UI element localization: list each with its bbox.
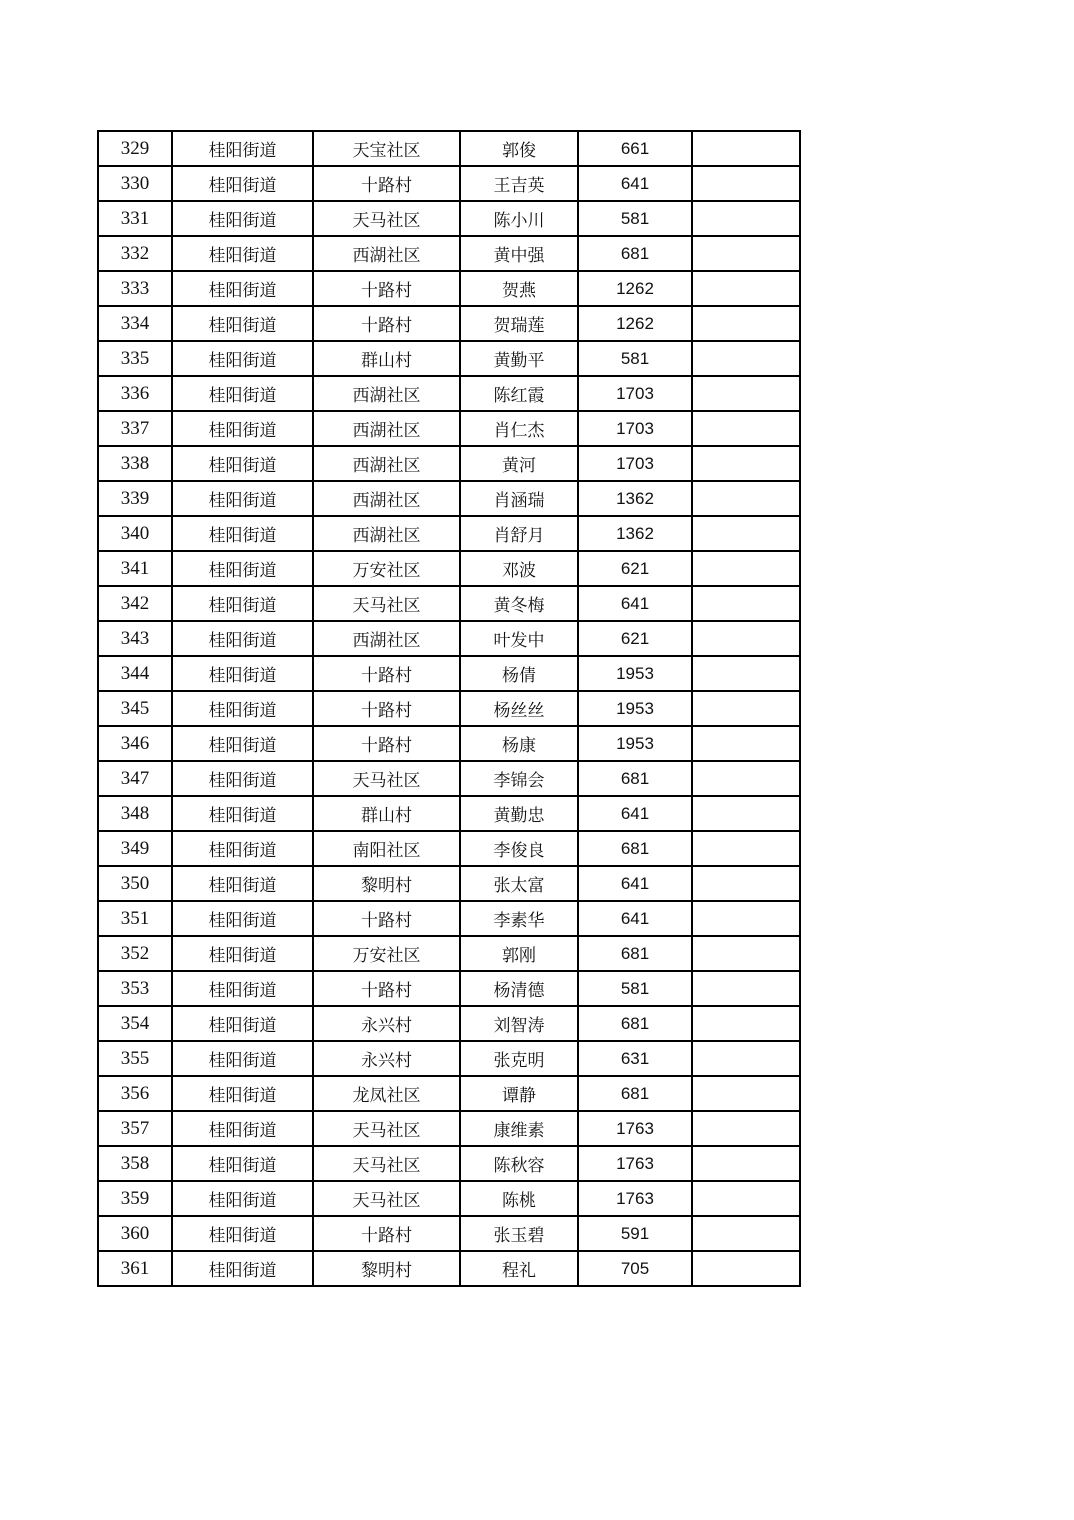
cell-street: 桂阳街道 xyxy=(172,131,313,166)
cell-serial-number: 352 xyxy=(98,936,172,971)
cell-community: 西湖社区 xyxy=(313,236,460,271)
table-row xyxy=(98,1111,800,1146)
cell-amount: 1703 xyxy=(578,446,692,481)
cell-community: 天马社区 xyxy=(313,1111,460,1146)
cell-serial-number: 334 xyxy=(98,306,172,341)
cell-amount: 681 xyxy=(578,236,692,271)
cell-serial-number: 343 xyxy=(98,621,172,656)
table-row xyxy=(98,691,800,726)
cell-community: 万安社区 xyxy=(313,936,460,971)
cell-person-name: 陈小川 xyxy=(460,201,578,236)
cell-serial-number: 355 xyxy=(98,1041,172,1076)
cell-person-name: 张太富 xyxy=(460,866,578,901)
cell-street: 桂阳街道 xyxy=(172,236,313,271)
cell-amount: 681 xyxy=(578,761,692,796)
table-row xyxy=(98,1006,800,1041)
cell-remark xyxy=(692,656,800,691)
cell-person-name: 李素华 xyxy=(460,901,578,936)
cell-serial-number: 336 xyxy=(98,376,172,411)
cell-amount: 681 xyxy=(578,1006,692,1041)
cell-person-name: 肖涵瑞 xyxy=(460,481,578,516)
table-row xyxy=(98,376,800,411)
cell-remark xyxy=(692,446,800,481)
cell-person-name: 黄勤忠 xyxy=(460,796,578,831)
cell-community: 西湖社区 xyxy=(313,516,460,551)
cell-community: 十路村 xyxy=(313,166,460,201)
cell-street: 桂阳街道 xyxy=(172,1251,313,1286)
cell-street: 桂阳街道 xyxy=(172,1076,313,1111)
cell-street: 桂阳街道 xyxy=(172,726,313,761)
table-row xyxy=(98,1251,800,1286)
cell-amount: 641 xyxy=(578,166,692,201)
cell-remark xyxy=(692,1076,800,1111)
cell-amount: 641 xyxy=(578,901,692,936)
cell-amount: 681 xyxy=(578,936,692,971)
table-row xyxy=(98,516,800,551)
cell-remark xyxy=(692,236,800,271)
cell-amount: 581 xyxy=(578,341,692,376)
cell-street: 桂阳街道 xyxy=(172,1181,313,1216)
table-row xyxy=(98,866,800,901)
cell-person-name: 杨康 xyxy=(460,726,578,761)
table-row xyxy=(98,1041,800,1076)
cell-serial-number: 346 xyxy=(98,726,172,761)
cell-amount: 1703 xyxy=(578,376,692,411)
cell-serial-number: 350 xyxy=(98,866,172,901)
cell-street: 桂阳街道 xyxy=(172,1216,313,1251)
table-row xyxy=(98,481,800,516)
cell-serial-number: 345 xyxy=(98,691,172,726)
cell-community: 天马社区 xyxy=(313,201,460,236)
cell-remark xyxy=(692,131,800,166)
cell-remark xyxy=(692,341,800,376)
cell-remark xyxy=(692,1216,800,1251)
cell-community: 黎明村 xyxy=(313,866,460,901)
table-row xyxy=(98,341,800,376)
cell-remark xyxy=(692,691,800,726)
cell-community: 十路村 xyxy=(313,971,460,1006)
cell-street: 桂阳街道 xyxy=(172,656,313,691)
cell-amount: 681 xyxy=(578,1076,692,1111)
cell-street: 桂阳街道 xyxy=(172,446,313,481)
data-table xyxy=(97,130,801,1287)
cell-serial-number: 347 xyxy=(98,761,172,796)
cell-remark xyxy=(692,516,800,551)
cell-serial-number: 360 xyxy=(98,1216,172,1251)
cell-amount: 1953 xyxy=(578,656,692,691)
cell-community: 西湖社区 xyxy=(313,481,460,516)
cell-remark xyxy=(692,831,800,866)
cell-street: 桂阳街道 xyxy=(172,1041,313,1076)
cell-street: 桂阳街道 xyxy=(172,796,313,831)
cell-community: 天马社区 xyxy=(313,586,460,621)
cell-serial-number: 353 xyxy=(98,971,172,1006)
cell-serial-number: 339 xyxy=(98,481,172,516)
cell-serial-number: 354 xyxy=(98,1006,172,1041)
cell-amount: 591 xyxy=(578,1216,692,1251)
table-row xyxy=(98,1181,800,1216)
cell-serial-number: 358 xyxy=(98,1146,172,1181)
cell-person-name: 黄勤平 xyxy=(460,341,578,376)
cell-street: 桂阳街道 xyxy=(172,901,313,936)
cell-amount: 1262 xyxy=(578,306,692,341)
cell-serial-number: 341 xyxy=(98,551,172,586)
cell-remark xyxy=(692,936,800,971)
cell-amount: 1362 xyxy=(578,516,692,551)
cell-community: 黎明村 xyxy=(313,1251,460,1286)
cell-remark xyxy=(692,481,800,516)
cell-person-name: 程礼 xyxy=(460,1251,578,1286)
cell-remark xyxy=(692,901,800,936)
cell-remark xyxy=(692,551,800,586)
cell-community: 万安社区 xyxy=(313,551,460,586)
cell-street: 桂阳街道 xyxy=(172,516,313,551)
cell-amount: 1703 xyxy=(578,411,692,446)
cell-community: 天马社区 xyxy=(313,1146,460,1181)
table-row xyxy=(98,831,800,866)
cell-amount: 581 xyxy=(578,201,692,236)
cell-person-name: 肖舒月 xyxy=(460,516,578,551)
cell-remark xyxy=(692,621,800,656)
cell-serial-number: 330 xyxy=(98,166,172,201)
cell-amount: 641 xyxy=(578,586,692,621)
cell-remark xyxy=(692,761,800,796)
table-row xyxy=(98,971,800,1006)
cell-street: 桂阳街道 xyxy=(172,1146,313,1181)
table-row xyxy=(98,446,800,481)
cell-street: 桂阳街道 xyxy=(172,621,313,656)
table-row xyxy=(98,936,800,971)
cell-community: 西湖社区 xyxy=(313,446,460,481)
cell-person-name: 陈桃 xyxy=(460,1181,578,1216)
cell-amount: 1362 xyxy=(578,481,692,516)
cell-person-name: 王吉英 xyxy=(460,166,578,201)
cell-serial-number: 349 xyxy=(98,831,172,866)
cell-person-name: 陈红霞 xyxy=(460,376,578,411)
cell-community: 永兴村 xyxy=(313,1006,460,1041)
cell-serial-number: 332 xyxy=(98,236,172,271)
table-row xyxy=(98,726,800,761)
cell-remark xyxy=(692,1146,800,1181)
cell-remark xyxy=(692,1041,800,1076)
table-row xyxy=(98,166,800,201)
cell-remark xyxy=(692,411,800,446)
cell-person-name: 谭静 xyxy=(460,1076,578,1111)
cell-community: 永兴村 xyxy=(313,1041,460,1076)
cell-community: 天马社区 xyxy=(313,761,460,796)
cell-remark xyxy=(692,726,800,761)
cell-serial-number: 338 xyxy=(98,446,172,481)
cell-serial-number: 333 xyxy=(98,271,172,306)
cell-amount: 1262 xyxy=(578,271,692,306)
cell-remark xyxy=(692,166,800,201)
cell-remark xyxy=(692,971,800,1006)
cell-serial-number: 344 xyxy=(98,656,172,691)
cell-community: 南阳社区 xyxy=(313,831,460,866)
cell-person-name: 杨清德 xyxy=(460,971,578,1006)
cell-amount: 581 xyxy=(578,971,692,1006)
cell-serial-number: 351 xyxy=(98,901,172,936)
cell-amount: 1763 xyxy=(578,1146,692,1181)
cell-person-name: 杨倩 xyxy=(460,656,578,691)
table-row xyxy=(98,306,800,341)
cell-serial-number: 356 xyxy=(98,1076,172,1111)
cell-remark xyxy=(692,586,800,621)
cell-community: 十路村 xyxy=(313,1216,460,1251)
cell-person-name: 贺燕 xyxy=(460,271,578,306)
table-row xyxy=(98,621,800,656)
cell-community: 西湖社区 xyxy=(313,376,460,411)
cell-community: 天马社区 xyxy=(313,1181,460,1216)
cell-person-name: 张克明 xyxy=(460,1041,578,1076)
cell-community: 十路村 xyxy=(313,271,460,306)
table-row xyxy=(98,551,800,586)
cell-serial-number: 361 xyxy=(98,1251,172,1286)
cell-street: 桂阳街道 xyxy=(172,166,313,201)
cell-serial-number: 359 xyxy=(98,1181,172,1216)
cell-community: 群山村 xyxy=(313,796,460,831)
cell-person-name: 黄冬梅 xyxy=(460,586,578,621)
cell-person-name: 贺瑞莲 xyxy=(460,306,578,341)
cell-remark xyxy=(692,866,800,901)
cell-street: 桂阳街道 xyxy=(172,306,313,341)
table-row xyxy=(98,1216,800,1251)
cell-serial-number: 357 xyxy=(98,1111,172,1146)
cell-remark xyxy=(692,1111,800,1146)
cell-community: 十路村 xyxy=(313,306,460,341)
cell-person-name: 杨丝丝 xyxy=(460,691,578,726)
table-row xyxy=(98,236,800,271)
table-row xyxy=(98,1076,800,1111)
table-row xyxy=(98,656,800,691)
cell-serial-number: 335 xyxy=(98,341,172,376)
cell-serial-number: 337 xyxy=(98,411,172,446)
table-row xyxy=(98,1146,800,1181)
cell-street: 桂阳街道 xyxy=(172,551,313,586)
cell-community: 天宝社区 xyxy=(313,131,460,166)
cell-amount: 681 xyxy=(578,831,692,866)
cell-street: 桂阳街道 xyxy=(172,761,313,796)
cell-community: 十路村 xyxy=(313,726,460,761)
cell-person-name: 张玉碧 xyxy=(460,1216,578,1251)
table-row xyxy=(98,271,800,306)
table-row xyxy=(98,796,800,831)
table-row xyxy=(98,411,800,446)
cell-amount: 1953 xyxy=(578,691,692,726)
cell-person-name: 李锦会 xyxy=(460,761,578,796)
table-row xyxy=(98,201,800,236)
cell-community: 十路村 xyxy=(313,901,460,936)
cell-street: 桂阳街道 xyxy=(172,586,313,621)
cell-community: 西湖社区 xyxy=(313,411,460,446)
cell-person-name: 黄河 xyxy=(460,446,578,481)
cell-amount: 1763 xyxy=(578,1111,692,1146)
cell-street: 桂阳街道 xyxy=(172,936,313,971)
cell-person-name: 黄中强 xyxy=(460,236,578,271)
cell-amount: 621 xyxy=(578,621,692,656)
cell-person-name: 李俊良 xyxy=(460,831,578,866)
cell-person-name: 康维素 xyxy=(460,1111,578,1146)
cell-remark xyxy=(692,271,800,306)
cell-street: 桂阳街道 xyxy=(172,271,313,306)
cell-street: 桂阳街道 xyxy=(172,831,313,866)
cell-amount: 641 xyxy=(578,796,692,831)
cell-person-name: 肖仁杰 xyxy=(460,411,578,446)
cell-serial-number: 342 xyxy=(98,586,172,621)
cell-person-name: 陈秋容 xyxy=(460,1146,578,1181)
cell-street: 桂阳街道 xyxy=(172,691,313,726)
cell-street: 桂阳街道 xyxy=(172,411,313,446)
cell-street: 桂阳街道 xyxy=(172,866,313,901)
cell-amount: 1953 xyxy=(578,726,692,761)
cell-street: 桂阳街道 xyxy=(172,376,313,411)
cell-person-name: 邓波 xyxy=(460,551,578,586)
cell-person-name: 郭俊 xyxy=(460,131,578,166)
cell-person-name: 刘智涛 xyxy=(460,1006,578,1041)
cell-serial-number: 329 xyxy=(98,131,172,166)
cell-street: 桂阳街道 xyxy=(172,1111,313,1146)
cell-community: 西湖社区 xyxy=(313,621,460,656)
cell-amount: 1763 xyxy=(578,1181,692,1216)
cell-street: 桂阳街道 xyxy=(172,201,313,236)
cell-amount: 641 xyxy=(578,866,692,901)
table-body xyxy=(98,131,800,1286)
cell-street: 桂阳街道 xyxy=(172,1006,313,1041)
cell-serial-number: 340 xyxy=(98,516,172,551)
cell-amount: 631 xyxy=(578,1041,692,1076)
cell-street: 桂阳街道 xyxy=(172,341,313,376)
cell-remark xyxy=(692,1006,800,1041)
cell-street: 桂阳街道 xyxy=(172,971,313,1006)
cell-remark xyxy=(692,796,800,831)
cell-remark xyxy=(692,306,800,341)
table-row xyxy=(98,131,800,166)
cell-community: 十路村 xyxy=(313,691,460,726)
cell-remark xyxy=(692,1251,800,1286)
cell-community: 龙凤社区 xyxy=(313,1076,460,1111)
table-row xyxy=(98,586,800,621)
cell-serial-number: 331 xyxy=(98,201,172,236)
cell-amount: 705 xyxy=(578,1251,692,1286)
cell-serial-number: 348 xyxy=(98,796,172,831)
cell-amount: 621 xyxy=(578,551,692,586)
table-row xyxy=(98,901,800,936)
cell-amount: 661 xyxy=(578,131,692,166)
cell-remark xyxy=(692,201,800,236)
cell-person-name: 郭刚 xyxy=(460,936,578,971)
table-row xyxy=(98,761,800,796)
cell-remark xyxy=(692,1181,800,1216)
cell-remark xyxy=(692,376,800,411)
cell-community: 群山村 xyxy=(313,341,460,376)
cell-community: 十路村 xyxy=(313,656,460,691)
cell-street: 桂阳街道 xyxy=(172,481,313,516)
cell-person-name: 叶发中 xyxy=(460,621,578,656)
